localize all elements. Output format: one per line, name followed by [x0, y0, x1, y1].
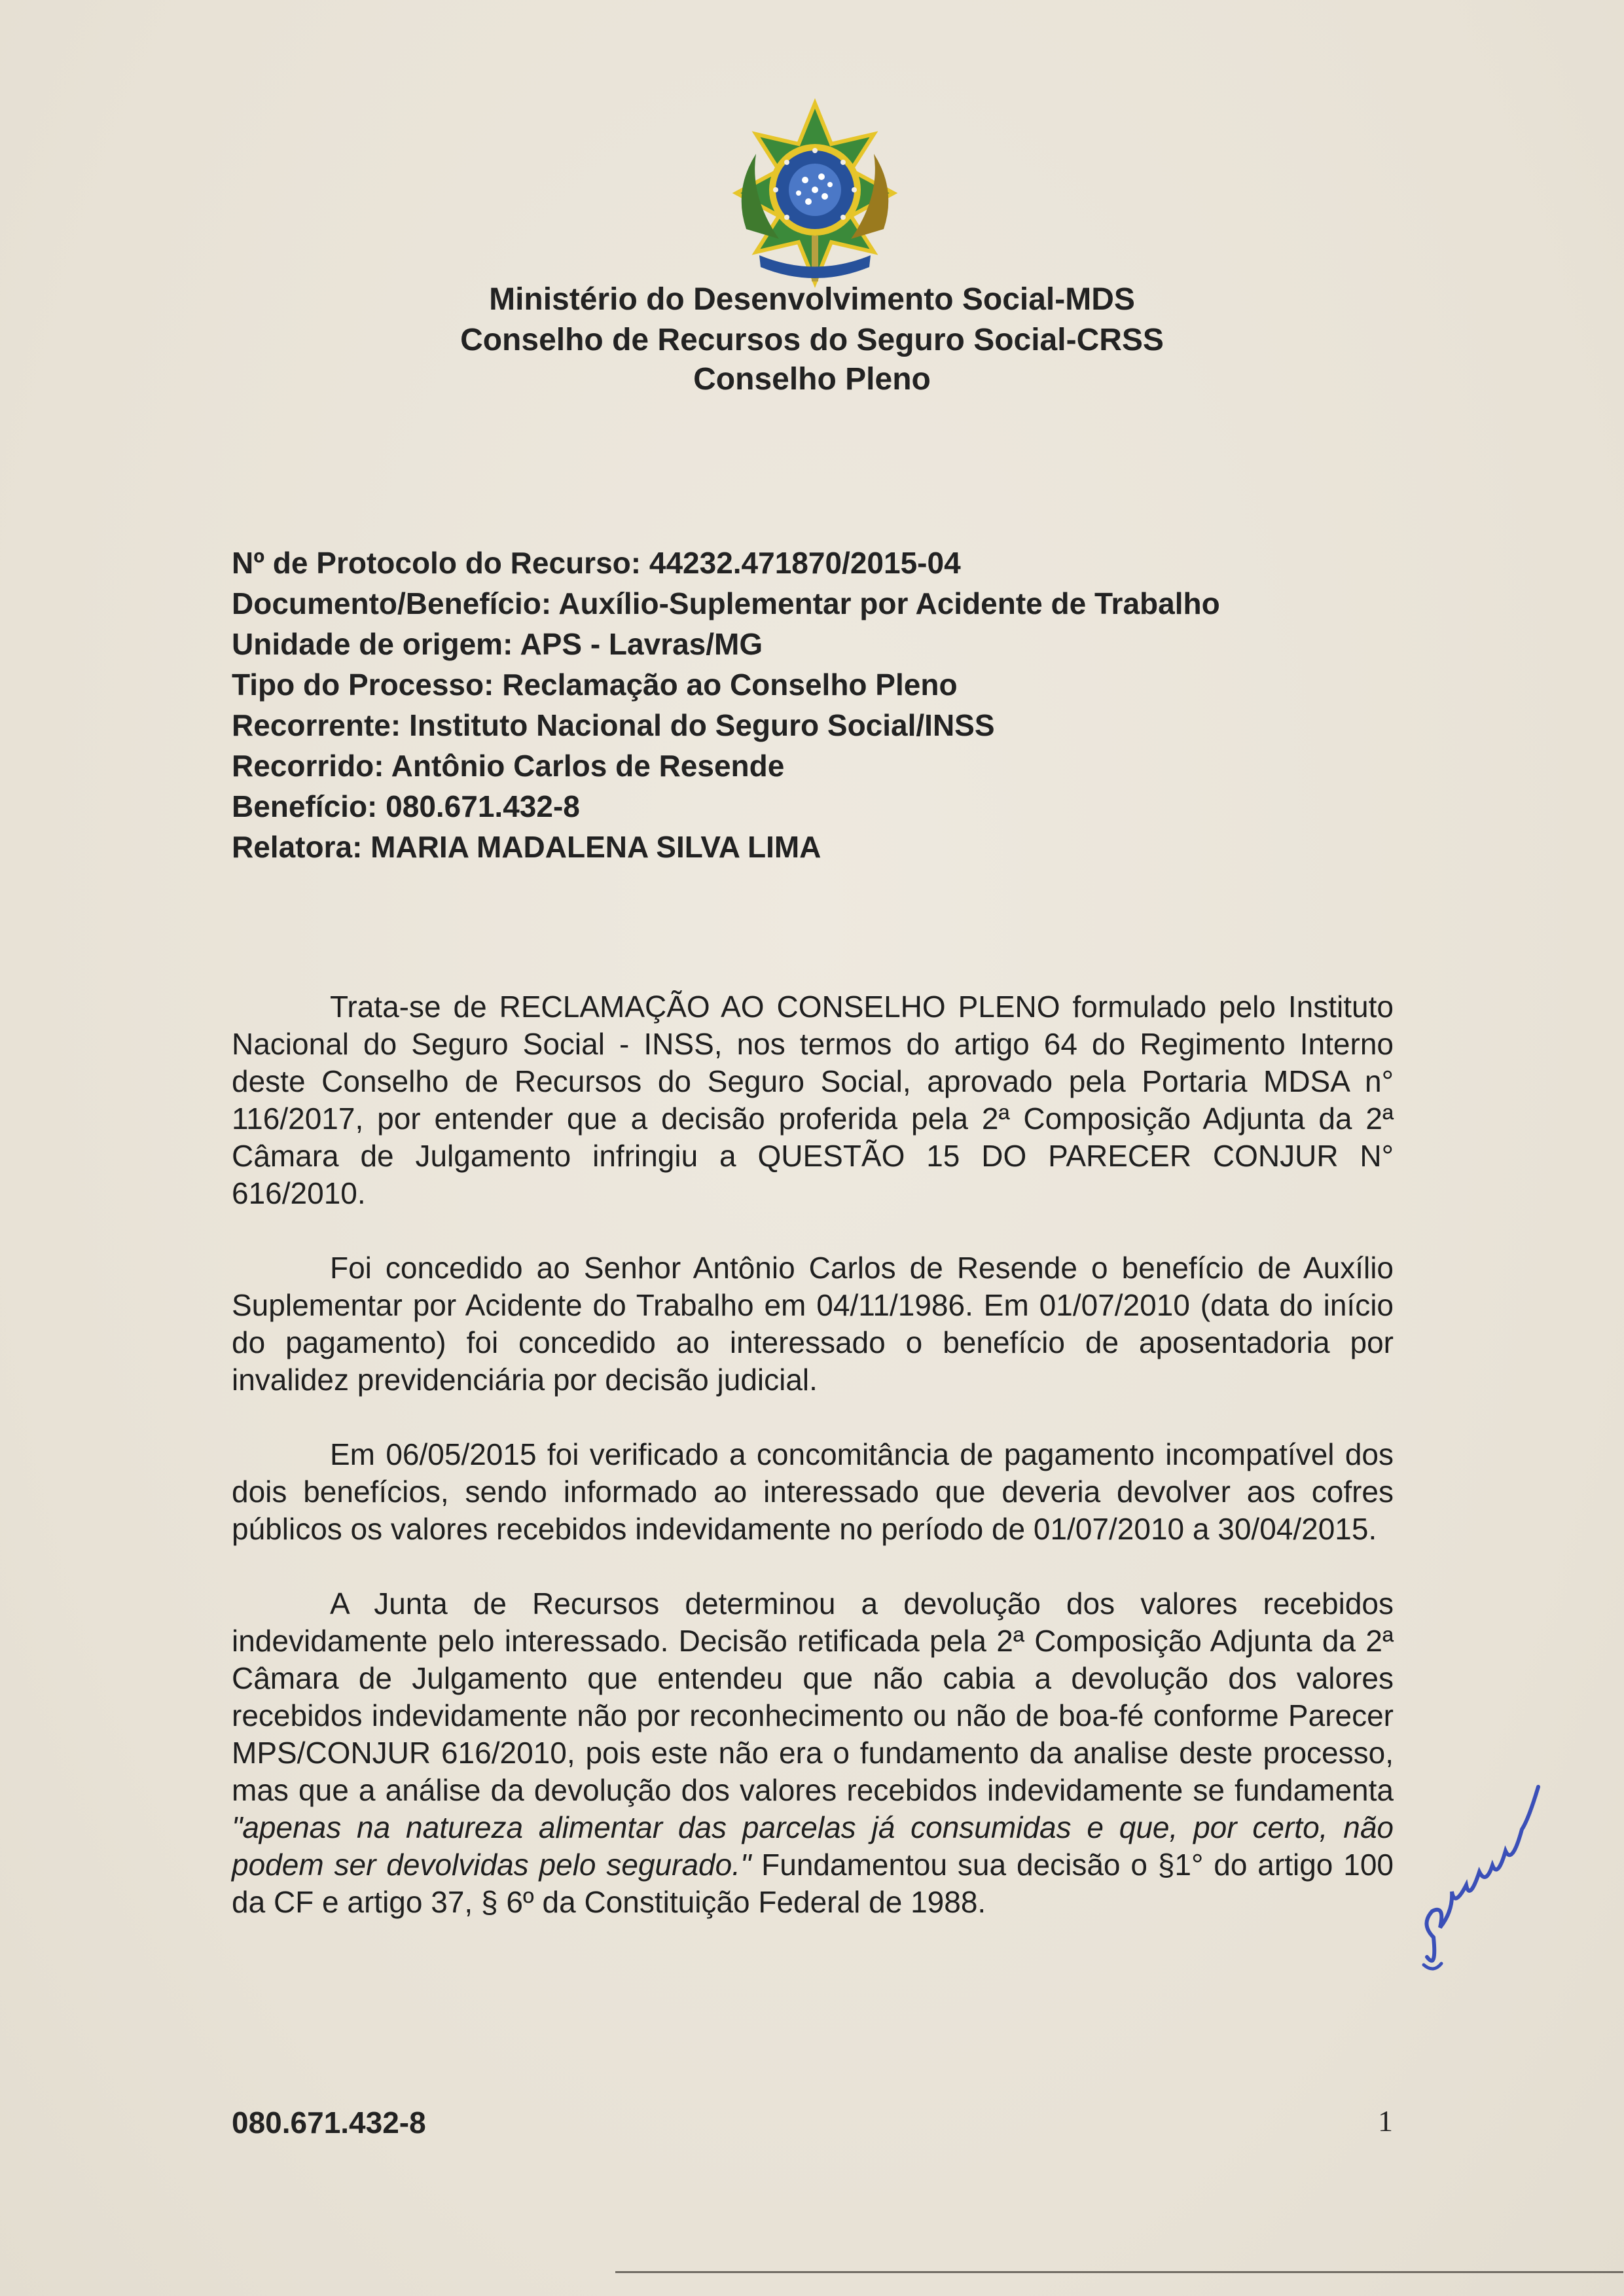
paragraph-3: Em 06/05/2015 foi verificado a concomitância de pagamento incompatível dos dois benefícios, sendo informado ao interessado que deveria devolver aos cofres públicos os valores recebidos indevidamente no período de 01/07/2010 a 30/04/2015. — [232, 1437, 1394, 1546]
meta-row-process-type: Tipo do Processo: Reclamação ao Conselho Pleno — [232, 668, 958, 702]
paragraph-2: Foi concedido ao Senhor Antônio Carlos de Resende o benefício de Auxílio Suplementar por Acidente do Trabalho em 04/11/1986. Em 01/07/2010 (data do início do pagamento) foi concedido ao interessado o benefício de aposentadoria por invalidez previdenciária por decisão judicial. — [232, 1251, 1394, 1397]
paragraph-1: Trata-se de RECLAMAÇÃO AO CONSELHO PLENO formulado pelo Instituto Nacional do Seguro Social - INSS, nos termos do artigo 64 do Regimento Interno deste Conselho de Recursos do Seguro Social, aprovado pela Portaria MDSA n° 116/2017, por entender que a decisão proferida pela 2ª Composição Adjunta da 2ª Câmara de Julgamento infringiu a QUESTÃO 15 DO PARECER CONJUR N° 616/2010. — [232, 990, 1394, 1210]
handwritten-signature — [1414, 1774, 1558, 1977]
meta-row-rapporteur: Relatora: MARIA MADALENA SILVA LIMA — [232, 830, 821, 864]
meta-row-benefit: Benefício: 080.671.432-8 — [232, 789, 580, 823]
meta-row-origin: Unidade de origem: APS - Lavras/MG — [232, 627, 763, 661]
case-metadata — [232, 543, 1410, 868]
document-body — [232, 988, 1394, 1958]
paragraph-4: A Junta de Recursos determinou a devolução dos valores recebidos indevidamente pelo interessado. Decisão retificada pela 2ª Composição Adjunta da 2ª Câmara de Julgamento que entendeu que não cabia a devolução dos valores recebidos indevidamente não por reconhecimento ou não de boa-fé conforme Parecer MPS/CONJUR 616/2010, pois este não era o fundamento da analise deste processo, mas que a análise da devolução dos valores recebidos indevidamente se fundamenta "apenas na natureza alimentar das parcelas já consumidas e que, por certo, não podem ser devolvidas pelo segurado." Fundamentou sua decisão o §1° do artigo 100 da CF e artigo 37, § 6º da Constituição Federal de 1988. — [232, 1587, 1394, 1919]
chamber-title: Conselho Pleno — [693, 362, 931, 397]
ministry-title: Ministério do Desenvolvimento Social-MDS — [489, 282, 1135, 317]
coat-of-arms-icon — [720, 98, 910, 288]
footer-rule — [615, 2271, 1623, 2273]
meta-row-protocol: Nº de Protocolo do Recurso: 44232.471870/2015-04 — [232, 546, 961, 580]
meta-row-appellee: Recorrido: Antônio Carlos de Resende — [232, 749, 785, 783]
footer-page-number: 1 — [1378, 2104, 1393, 2138]
footer-benefit-number: 080.671.432-8 — [232, 2106, 426, 2140]
paragraph-4-quote: "apenas na natureza alimentar das parcelas já consumidas e que, por certo, não podem ser devolvidas pelo segurado." — [232, 1810, 1394, 1882]
meta-row-document: Documento/Benefício: Auxílio-Suplementar por Acidente de Trabalho — [232, 586, 1220, 620]
meta-row-appellant: Recorrente: Instituto Nacional do Seguro Social/INSS — [232, 708, 995, 742]
council-title: Conselho de Recursos do Seguro Social-CRSS — [460, 323, 1164, 357]
